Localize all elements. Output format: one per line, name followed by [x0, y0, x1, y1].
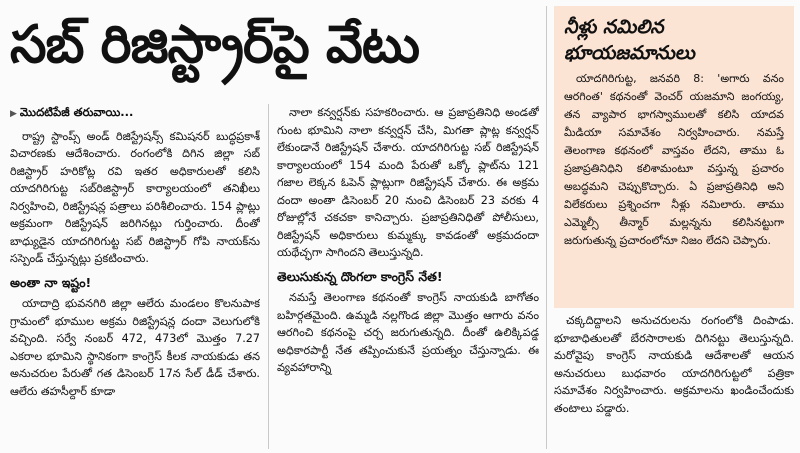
continuation-marker: [10, 104, 260, 124]
article-paragraph: చక్కదిద్దాలని అనుచరులను రంగంలోకి దింపాడు. భూబాధితులతో బేరసారాలకు దిగినట్టు తెలుస్తున్నది. మరోవైపు కాంగ్రెస్ నాయకుడి ఆదేశాలతో ఆయన అనుచరులు బుధవారం యాదగిరిగుట్టలో పత్రికా సమావేశం నిర్వహించారు. అక్రమాలను ఖండించేందుకు తంటాలు పడ్డారు.: [554, 314, 794, 415]
sidebar-body: యాదగిరిగుట్ట, జనవరి 8: 'అగారు వనం ఆరగింత' కథనంతో వెంచర్ యజమాని జంగయ్య, తన వ్యాపార భాగస్వాములతో కలిసి యాదవ మీడియా సమావేశం నిర్వహించారు. నమస్తే తెలంగాణ కథనంలో వాస్తవం లేదని, తాము ఓ ప్రజాప్రతినిధిని కలిశామంటూ వస్తున్న ప్రచారం అబద్ధమని చెప్పుకొచ్చారు. ఏ ప్రజాప్రతినిధి అని విలేకరులు ప్రశ్నించగా నీళ్లు నమిలారు. తాము ఎమ్మెల్సీ తీన్మార్ మల్లన్నను కలిసినట్టుగా జరుగుతున్న ప్రచారంలోనూ నిజం లేదని చెప్పారు.: [564, 72, 784, 247]
article-paragraph: నమస్తే తెలంగాణ కథనంతో కాంగ్రెస్ నాయకుడి బాగోతం బహిర్గతమైంది. ఉమ్మడి నల్లగొండ జిల్లా మొత్తం ఆగారు వనం ఆరగించి కథనంపై చర్చ జరుగుతున్నది. దీంతో ఉలిక్కిపడ్డ అధికారపార్టీ నేత తప్పించుకునే ప్రయత్నం చేస్తున్నాడు. ఈ వ్యవహారాన్ని: [277, 291, 539, 374]
sidebar-box: [554, 6, 794, 308]
article-paragraph: యాదాద్రి భువనగిరి జిల్లా ఆలేరు మండలం కొలనుపాక గ్రామంలో భూముల అక్రమ రిజిస్ట్రేషన్ల దందా వెలుగులోకి వచ్చింది. సర్వే నంబర్ 472, 473లో మొత్తం 7.27 ఎకరాల భూమిని స్థానికంగా కాంగ్రెస్ కీలక నాయకుడు తన అనుచరుల పేరుతో గత డిసెంబర్ 17న సేల్ డీడ్ చేశారు. ఆలేరు తహసీల్దార్ కూడా: [10, 297, 260, 398]
article-paragraph: రాష్ట్ర స్టాంప్స్ అండ్ రిజిస్ట్రేషన్స్ కమిషనర్ బుద్ధప్రకాశ్ విచారణకు ఆదేశించారు. రంగంలోకి దిగిన జిల్లా సబ్ రిజిస్ట్రార్ హరికోట్ల రవి ఇతర అధికారులతో కలిసి యాదగిరిగుట్ట సబ్‌రిజిస్ట్రార్ కార్యాలయంలో తనిఖీలు నిర్వహించి, రిజిస్ట్రేషన్ల పత్రాలు పరిశీలించారు. 154 ప్లాట్లు అక్రమంగా రిజిస్ట్రేషన్ జరిగినట్లు గుర్తించారు. దీంతో బాధ్యుడైన యాదగిరిగుట్ట సబ్ రిజిస్ట్రార్ గోపి నాయక్‌ను సస్పెండ్ చేస్తున్నట్లు ప్రకటించారు.: [10, 129, 260, 265]
headline: సబ్ రిజిస్ట్రార్‌పై వేటు: [10, 15, 419, 75]
continuation-label: మొదటిపేజీ తరువాయి...: [19, 105, 134, 119]
article-column-2: [277, 104, 539, 449]
subheading: తెలుసుకున్న దొంగలా కాంగ్రెస్ నేత!: [277, 268, 443, 284]
article-paragraph: నాలా కన్వర్షన్‌కు సహకరించారు. ఆ ప్రజాప్రతినిధి అండతో గుంట భూమిని నాలా కన్వర్షన్ చేసి, మిగతా ప్లాట్ల కన్వర్షన్ లేకుండానే రిజిస్ట్రేషన్ చేశారు. యాదగిరిగుట్ట సబ్ రిజిస్ట్రేషన్ కార్యాలయంలో 154 మంది పేరుతో ఒక్కో ప్లాట్‌ను 121 గజాల లెక్కన ఓపెన్ ప్లాట్లుగా రిజిస్ట్రేషన్ చేశారు. ఈ అక్రమ దందా అంతా డిసెంబర్ 20 నుంచి డిసెంబర్ 23 వరకు 4 రోజుల్లోనే చకచకా కానిచ్చారు. ప్రజాప్రతినిధితో పోలీసులు, రిజిస్ట్రేషన్ అధికారులు కుమ్మక్కు కావడంతో అక్రమదందా యథేచ్ఛగా సాగిందని తెలుస్తున్నది.: [277, 106, 539, 259]
column-divider: [268, 104, 269, 449]
triangle-icon: ▶: [10, 109, 17, 119]
sidebar-title: నీళ్లు నమిలిన భూయజమానులు: [564, 16, 695, 64]
subheading: అంతా నా ఇష్టం!: [10, 274, 92, 290]
article-column-3: [554, 312, 794, 449]
column-divider: [546, 6, 547, 449]
article-column-1: [10, 104, 260, 449]
